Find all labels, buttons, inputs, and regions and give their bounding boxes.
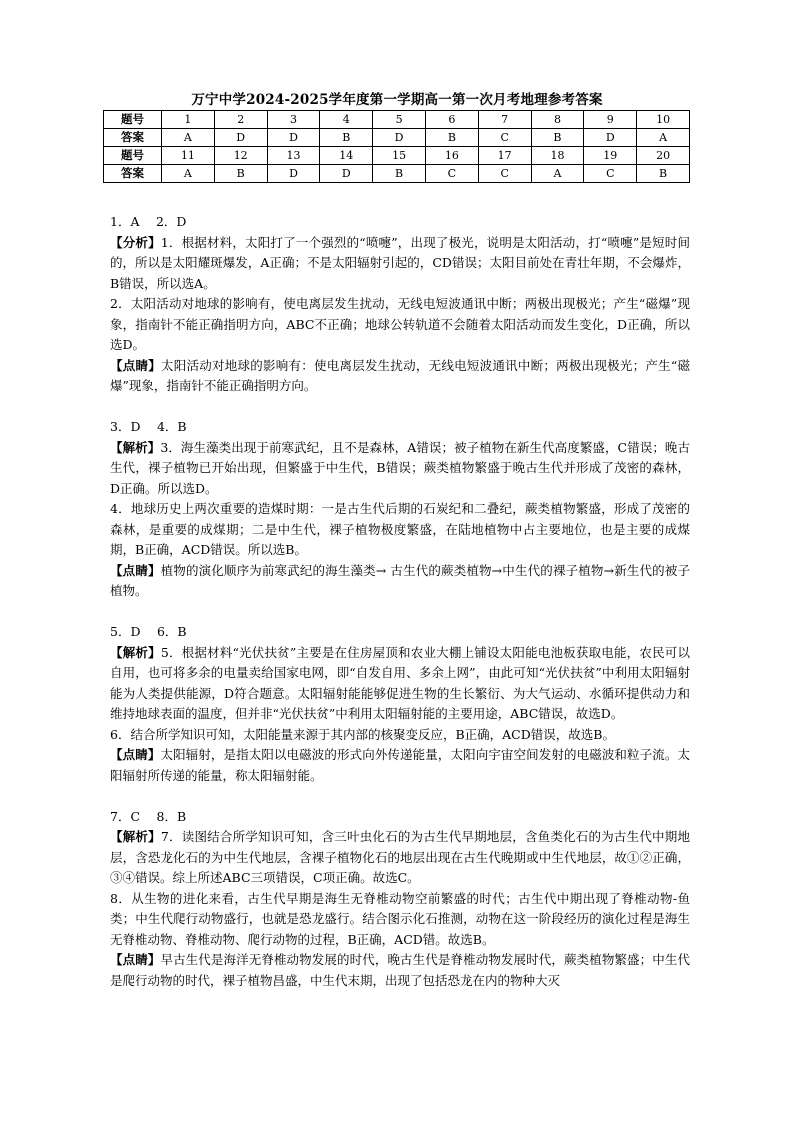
question-number-cell: 12 — [214, 147, 267, 165]
answer-cell: C — [425, 165, 478, 183]
answer-cell: D — [214, 129, 267, 147]
answer-line — [110, 417, 690, 438]
paragraph-text: 1．根据材料，太阳打了一个强烈的“喷嚏”，出现了极光，说明是太阳活动，打“喷嚏”是短时间的，所以是太阳耀斑爆发，A正确；不是太阳辐射引起的，CD错误；太阳目前处在青壮年期，不会爆炸，B错误，所以选A。 — [110, 234, 690, 291]
answer-line — [110, 294, 690, 356]
answer-cell: B — [320, 129, 373, 147]
paragraph-tag: 【点睛】 — [110, 562, 161, 578]
table-row — [104, 165, 690, 183]
answer-line — [110, 889, 690, 951]
paragraph-tag: 【点睛】 — [110, 952, 161, 967]
paragraph-tag: 【分析】 — [110, 234, 161, 250]
answer-line — [110, 807, 690, 828]
paragraph-text: 7．读图结合所学知识可知，含三叶虫化石的为古生代早期地层，含鱼类化石的为古生代中期地层，含恐龙化石的为中生代地层，含裸子植物化石的地层出现在古生代晚期或中生代地层，故①②正确，③④错误。综上所述ABC三项错误，C项正确。故选C。 — [110, 829, 690, 885]
paragraph-text: 5．根据材料“光伏扶贫”主要是在住房屋顶和农业大棚上铺设太阳能电池板获取电能，农民可以自用，也可将多余的电量卖给国家电网，即“自发自用、多余上网”，由此可知“光伏扶贫”中利用太阳辐射能为人类提供能源，D符合题意。太阳辐射能能够促进生物的生长繁衍、为大气运动、水循环提供动力和维持地球表面的温度，但并非“光伏扶贫”中利用太阳辐射能的主要用途，ABC错误，故选D。 — [110, 644, 690, 721]
answer-cell: D — [373, 129, 426, 147]
answer-cell: C — [478, 165, 531, 183]
paragraph-text: 4．地球历史上两次重要的造煤时期：一是古生代后期的石炭纪和二叠纪，蕨类植物繁盛，形成了茂密的森林，是重要的成煤期；二是中生代，裸子植物极度繁盛，在陆地植物中占主要地位，也是主要的成煤期，B正确，ACD错误。所以选B。 — [110, 501, 690, 557]
answer-table — [103, 110, 690, 183]
paragraph-text: 1．A 2．D — [110, 214, 187, 229]
section-gap — [110, 602, 690, 623]
question-number-cell: 18 — [531, 147, 584, 165]
question-number-cell: 8 — [531, 111, 584, 129]
question-number-cell: 17 — [478, 147, 531, 165]
answer-cell: B — [531, 129, 584, 147]
paragraph-text: 6．结合所学知识可知，太阳能量来源于其内部的核聚变反应，B正确，ACD错误，故选B。 — [110, 726, 615, 742]
question-number-cell: 11 — [162, 147, 215, 165]
question-number-cell: 9 — [584, 111, 637, 129]
row-header-question: 题号 — [104, 111, 162, 129]
row-header-question: 题号 — [104, 147, 162, 165]
question-number-cell: 3 — [267, 111, 320, 129]
paragraph-text: 8．从生物的进化来看，古生代早期是海生无脊椎动物空前繁盛的时代；古生代中期出现了脊椎动物-鱼类；中生代爬行动物盛行，也就是恐龙盛行。结合图示化石推测，动物在这一阶段经历的演化过程是海生无脊椎动物、脊椎动物、爬行动物的过程，B正确，ACD错。故选B。 — [110, 890, 690, 947]
answer-cell: B — [214, 165, 267, 183]
answer-cell: D — [267, 165, 320, 183]
table-row — [104, 111, 690, 129]
paragraph-text: 7．C 8．B — [110, 808, 187, 824]
paragraph-text: 2．太阳活动对地球的影响有，使电离层发生扰动，无线电短波通讯中断；两极出现极光；产生“磁爆”现象，指南针不能正确指明方向，ABC不正确；地球公转轨道不会随着太阳活动而发生变化，D正确，所以选D。 — [110, 296, 690, 352]
page-title: 万宁中学2024-2025学年度第一学期高一第一次月考地理参考答案 — [191, 92, 603, 108]
answer-cell: B — [637, 165, 690, 183]
question-number-cell: 13 — [267, 147, 320, 165]
answer-cell: A — [531, 165, 584, 183]
answer-line — [110, 212, 690, 233]
question-number-cell: 19 — [584, 147, 637, 165]
paragraph-tag: 【解析】 — [110, 439, 161, 455]
explanation-paragraph — [110, 561, 690, 602]
paragraph-text: 3．D 4．B — [110, 419, 187, 434]
answer-cell: A — [162, 129, 215, 147]
question-number-cell: 5 — [373, 111, 426, 129]
question-number-cell: 2 — [214, 111, 267, 129]
row-header-answer: 答案 — [104, 129, 162, 147]
paragraph-text: 太阳活动对地球的影响有：使电离层发生扰动，无线电短波通讯中断；两极出现极光；产生“磁爆”现象，指南针不能正确指明方向。 — [110, 357, 690, 393]
explanation-paragraph — [110, 827, 690, 889]
answer-line — [110, 622, 690, 643]
answer-cell: C — [584, 165, 637, 183]
answer-cell: A — [637, 129, 690, 147]
answer-line — [110, 725, 690, 746]
paragraph-text: 3．海生藻类出现于前寒武纪，且不是森林，A错误；被子植物在新生代高度繁盛，C错误；晚古生代，裸子植物已开始出现，但繁盛于中生代，B错误；蕨类植物繁盛于晚古生代并形成了茂密的森林，D正确。所以选D。 — [110, 439, 690, 496]
explanation-paragraph — [110, 438, 690, 500]
paragraph-tag: 【点睛】 — [110, 357, 161, 373]
question-number-cell: 7 — [478, 111, 531, 129]
paragraph-text: 太阳辐射，是指太阳以电磁波的形式向外传递能量，太阳向宇宙空间发射的电磁波和粒子流。太阳辐射所传递的能量，称太阳辐射能。 — [110, 747, 690, 783]
answer-cell: B — [425, 129, 478, 147]
paragraph-tag: 【解析】 — [110, 644, 161, 660]
question-number-cell: 14 — [320, 147, 373, 165]
section-gap — [110, 786, 690, 807]
explanation-paragraph — [110, 356, 690, 397]
question-number-cell: 20 — [637, 147, 690, 165]
question-number-cell: 10 — [637, 111, 690, 129]
question-number-cell: 4 — [320, 111, 373, 129]
answer-cell: B — [373, 165, 426, 183]
question-number-cell: 16 — [425, 147, 478, 165]
question-number-cell: 6 — [425, 111, 478, 129]
question-number-cell: 15 — [373, 147, 426, 165]
answer-cell: C — [478, 129, 531, 147]
explanation-paragraph — [110, 233, 690, 295]
explanation-paragraph — [110, 745, 690, 786]
answer-cell: D — [584, 129, 637, 147]
row-header-answer: 答案 — [104, 165, 162, 183]
section-gap — [110, 397, 690, 418]
table-row — [104, 147, 690, 165]
answer-line — [110, 499, 690, 561]
explanation-paragraph — [110, 950, 690, 991]
paragraph-text: 5．D 6．B — [110, 624, 187, 639]
paragraph-tag: 【解析】 — [110, 829, 161, 844]
paragraph-text: 植物的演化顺序为前寒武纪的海生藻类→ 古生代的蕨类植物→中生代的裸子植物→新生代的被子植物。 — [110, 562, 690, 598]
paragraph-tag: 【点睛】 — [110, 747, 161, 762]
explanation-paragraph — [110, 643, 690, 725]
answer-cell: D — [267, 129, 320, 147]
answer-cell: D — [320, 165, 373, 183]
answer-explanations — [110, 212, 690, 991]
answer-cell: A — [162, 165, 215, 183]
question-number-cell: 1 — [162, 111, 215, 129]
table-row — [104, 129, 690, 147]
paragraph-text: 早古生代是海洋无脊椎动物发展的时代，晚古生代是脊椎动物发展时代，蕨类植物繁盛；中生代是爬行动物的时代，裸子植物昌盛，中生代末期，出现了包括恐龙在内的物种大灭 — [110, 952, 690, 988]
